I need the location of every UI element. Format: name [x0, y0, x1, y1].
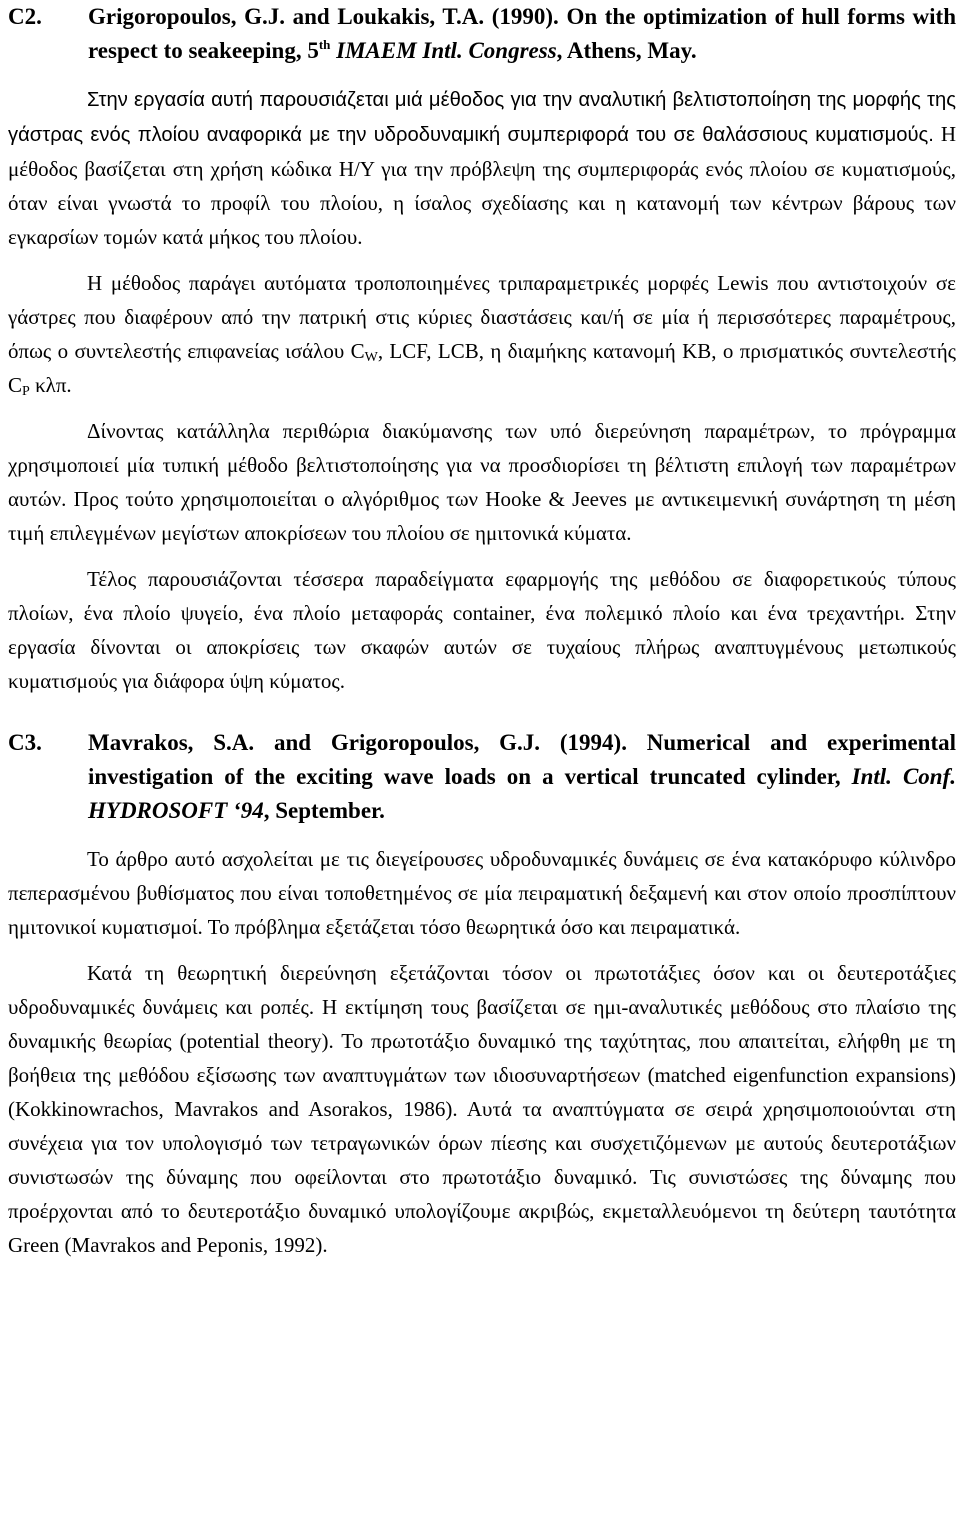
citation-authors: Mavrakos, S.A. and Grigoropoulos, G.J. (1994). Numerical and experimental investigation of the exciting wave loads on a vertical truncated cylinder,	[88, 730, 956, 789]
subscript-w: W	[364, 350, 378, 365]
c3-paragraph-1: Το άρθρο αυτό ασχολείται με τις διεγείρουσες υδροδυναμικές δυνάμεις σε ένα κατακόρυφο κύλινδρο πεπερασμένου βυθίσματος που είναι τοποθετημένος σε μία πειραματική δεξαμενή και στον οποίο προσπίπτουν ημιτονικοί κυματισμοί. Το πρόβλημα εξετάζεται τόσο θεωρητικά όσο και πειραματικά.	[8, 847, 956, 939]
document-page	[8, 0, 956, 1262]
c3-paragraph-2: Κατά τη θεωρητική διερεύνηση εξετάζονται τόσον οι πρωτοτάξιες όσον και οι δευτεροτάξιες υδροδυναμικές δυνάμεις και ροπές. Η εκτίμηση τους βασίζεται σε ημι-αναλυτικές μεθόδους στο πλαίσιο της δυναμικής θεωρίας (potential theory). Το πρωτοτάξιο δυναμικό της ταχύτητας, που απαιτείται, ελήφθη με τη βοήθεια της μεθόδου εξίσωσης των αναπτυγμάτων των ιδιοσυναρτήσεων (matched eigenfunction expansions) (Kokkinowrachos, Mavrakos and Asorakos, 1986). Αυτά τα αναπτύγματα σε σειρά χρησιμοποιούνται στη συνέχεια για τον υπολογισμό των τετραγωνικών όρων πίεσης και συσχετιζόμενων με αυτούς δευτεροτάξιων συνιστωσών της δύναμης που οφείλονται στο πρωτοτάξιο δυναμικό. Τις συνιστώσες της δύναμης που προέρχονται από το δευτεροτάξιο δυναμικό υπολογίζουμε ακριβώς, εκμεταλλευόμενοι τη δεύτερη ταυτότητα Green (Mavrakos and Peponis, 1992).	[8, 961, 956, 1257]
c2-paragraph-2-text: Η μέθοδος παράγει αυτόματα τροποποιημένες τριπαραμετρικές μορφές Lewis που αντιστοιχούν σε γάστρες που διαφέρουν από την πατρική στις κύριες διαστάσεις και/ή σε μία ή περισσότερες παραμέτρους, όπως ο συντελεστής επιφανείας ισάλου C	[8, 271, 956, 363]
c2-paragraph-2-text-3: κλπ.	[29, 373, 72, 397]
reference-number: C2.	[8, 4, 42, 29]
citation-venue: Intl. Conf. HYDROSOFT ‘94	[88, 764, 956, 823]
c2-paragraph-1-serif: Η μέθοδος βασίζεται στη χρήση κώδικα Η/Υ για την πρόβλεψη της συμπεριφοράς ενός πλοίου σε κυματισμούς, όταν είναι γνωστά το προφίλ του πλοίου, η ίσαλος σχεδίασης και η κατανομή των κέντρων βάρους των εγκαρσίων τομών κατά μήκος του πλοίου.	[8, 122, 957, 249]
citation-venue: IMAEM Intl. Congress	[336, 38, 557, 63]
reference-c3	[8, 726, 956, 828]
c2-paragraph-2-text-2: , LCF, LCB, η διαμήκης κατανομή ΚΒ, ο πρισματικός συντελεστής C	[8, 339, 956, 397]
c2-paragraph-3: Δίνοντας κατάλληλα περιθώρια διακύμανσης των υπό διερεύνηση παραμέτρων, το πρόγραμμα χρησιμοποιεί μία τυπική μέθοδο βελτιστοποίησης για να προσδιορίσει τη βέλτιστη επιλογή των παραμέτρων αυτών. Προς τούτο χρησιμοποιείται ο αλγόριθμος των Hooke & Jeeves με αντικειμενική συνάρτηση τη μέση τιμή επιλεγμένων μεγίστων αποκρίσεων του πλοίου σε ημιτονικά κύματα.	[8, 419, 956, 545]
c2-paragraph-1-sans: Στην εργασία αυτή παρουσιάζεται μιά μέθοδος για την αναλυτική βελτιστοποίηση της μορφής της γάστρας ενός πλοίου αναφορικά με την υδροδυναμική συμπεριφορά του σε θαλάσσιους κυματισμούς.	[8, 89, 956, 146]
reference-citation	[88, 0, 956, 68]
reference-citation	[88, 726, 956, 828]
subscript-p: P	[22, 384, 30, 399]
c2-paragraph-4: Τέλος παρουσιάζονται τέσσερα παραδείγματα εφαρμογής της μεθόδου σε διαφορετικούς τύπους πλοίων, ένα πλοίο ψυγείο, ένα πλοίο μεταφοράς container, ένα πολεμικό πλοίο και ένα τρεχαντήρι. Στην εργασία δίνονται οι αποκρίσεις των σκαφών αυτών σε τυχαίους πλήρως αναπτυγμένους μετωπικούς κυματισμούς για διάφορα ύψη κύματος.	[8, 567, 956, 693]
citation-tail: , September.	[263, 798, 385, 823]
citation-superscript: th	[318, 37, 331, 52]
c2-paragraph-1	[8, 82, 956, 254]
citation-authors: Grigoropoulos, G.J. and Loukakis, T.A. (1990). On the optimization of hull forms with respect to seakeeping, 5	[88, 4, 956, 63]
reference-c2	[8, 0, 956, 68]
reference-number: C3.	[8, 730, 42, 755]
section-gap	[8, 698, 956, 726]
citation-tail: , Athens, May.	[556, 38, 697, 63]
c2-paragraph-2	[8, 266, 956, 402]
